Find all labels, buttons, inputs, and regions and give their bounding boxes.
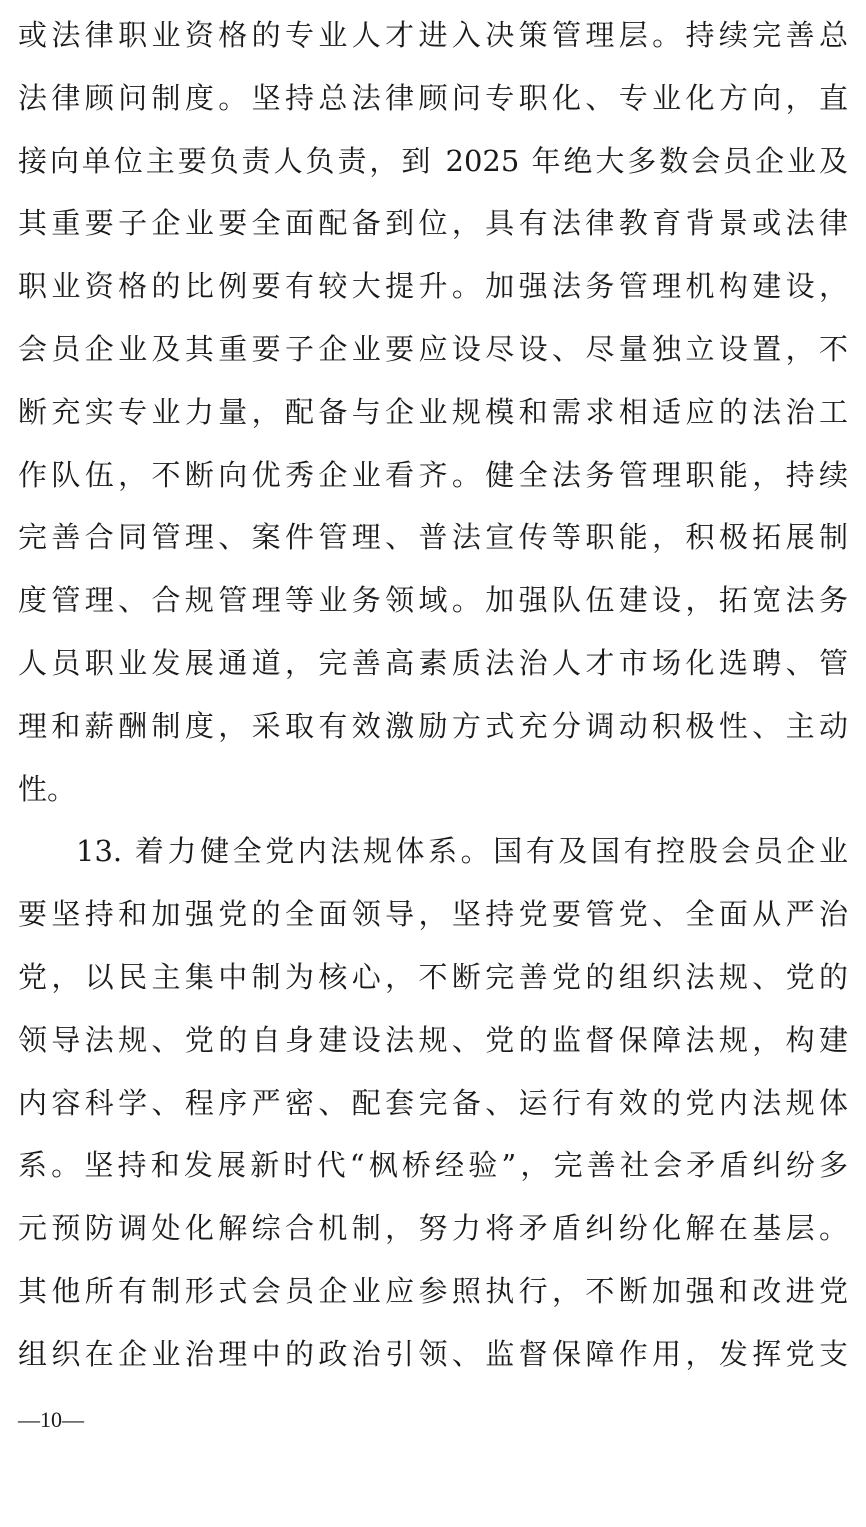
text-line: 职业资格的比例要有较大提升。加强法务管理机构建设，	[18, 269, 848, 304]
text-line: 度管理、合规管理等业务领域。加强队伍建设，拓宽法务	[18, 583, 848, 618]
text-line: 元预防调处化解综合机制，努力将矛盾纠纷化解在基层。	[18, 1211, 848, 1246]
text-line: 其他所有制形式会员企业应参照执行，不断加强和改进党	[18, 1273, 848, 1308]
text-line: 人员职业发展通道，完善高素质法治人才市场化选聘、管	[18, 645, 848, 680]
text-line: 断充实专业力量，配备与企业规模和需求相适应的法治工	[18, 394, 848, 429]
text-line: 接向单位主要负责人负责，到 2025 年绝大多数会员企业及	[18, 143, 848, 178]
text-line: 领导法规、党的自身建设法规、党的监督保障法规，构建	[18, 1022, 848, 1057]
page-number: —10—	[18, 1407, 84, 1432]
text-line: 法律顾问制度。坚持总法律顾问专职化、专业化方向，直	[18, 80, 848, 115]
text-line: 要坚持和加强党的全面领导，坚持党要管党、全面从严治	[18, 897, 848, 932]
text-line: 会员企业及其重要子企业要应设尽设、尽量独立设置，不	[18, 331, 848, 366]
text-line: 作队伍，不断向优秀企业看齐。健全法务管理职能，持续	[18, 457, 848, 492]
text-line: 内容科学、程序严密、配套完备、运行有效的党内法规体	[18, 1085, 848, 1120]
text-line: 其重要子企业要全面配备到位，具有法律教育背景或法律	[18, 206, 848, 241]
body-text	[18, 4, 848, 1386]
text-line: 完善合同管理、案件管理、普法宣传等职能，积极拓展制	[18, 520, 848, 555]
section-13-first-line: 13. 着力健全党内法规体系。国有及国有控股会员企业	[76, 834, 848, 869]
paragraph-end-line: 性。	[18, 771, 77, 806]
text-line: 理和薪酬制度，采取有效激励方式充分调动积极性、主动	[18, 708, 848, 743]
text-line: 系。坚持和发展新时代“枫桥经验”，完善社会矛盾纠纷多	[18, 1148, 848, 1183]
text-line: 或法律职业资格的专业人才进入决策管理层。持续完善总	[18, 18, 848, 52]
text-line: 组织在企业治理中的政治引领、监督保障作用，发挥党支	[18, 1336, 848, 1371]
text-line: 党，以民主集中制为核心，不断完善党的组织法规、党的	[18, 959, 848, 994]
